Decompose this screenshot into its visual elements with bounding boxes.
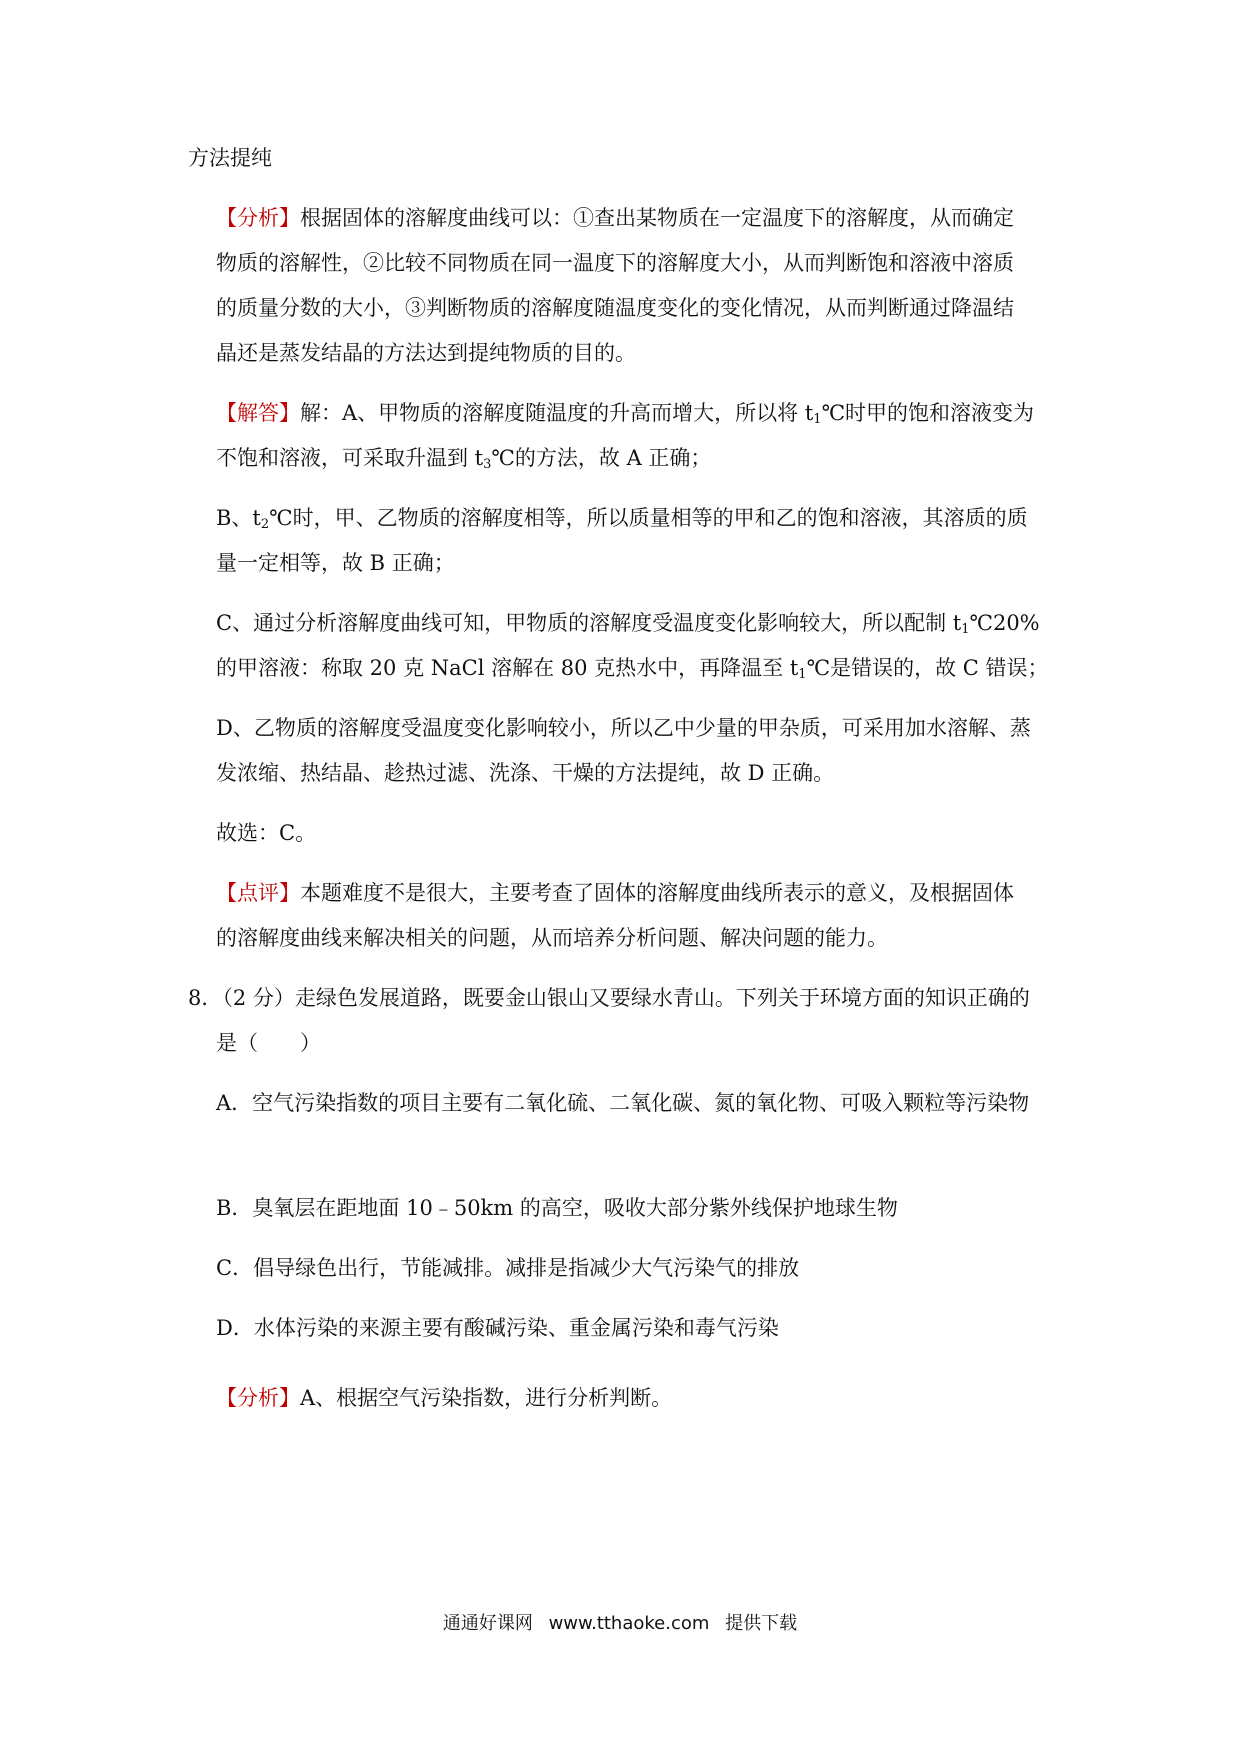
option-line xyxy=(216,1088,1056,1118)
text-segment: ℃时甲的饱和溶液变为 xyxy=(821,401,1035,425)
text-segment: 是（ ） xyxy=(216,1031,321,1055)
text-segment: ℃20% xyxy=(969,611,1040,635)
text-segment: 不饱和溶液，可采取升温到 t xyxy=(216,446,484,470)
text-line xyxy=(216,878,1056,908)
text-line xyxy=(216,713,1056,743)
option-line xyxy=(216,1253,1056,1283)
section-tag: 【分析】 xyxy=(216,1386,300,1410)
page-footer xyxy=(0,1610,1240,1638)
text-segment: 的质量分数的大小，③判断物质的溶解度随温度变化的变化情况，从而判断通过降温结 xyxy=(216,296,1014,320)
question-line xyxy=(216,1028,1056,1058)
text-line xyxy=(216,818,1056,848)
text-segment: 的甲溶液：称取 20 克 NaCl 溶解在 80 克热水中，再降温至 t xyxy=(216,656,799,680)
text-line xyxy=(188,143,1028,173)
text-segment: 量一定相等，故 B 正确； xyxy=(216,551,455,575)
footer-action: 提供下载 xyxy=(725,1613,798,1634)
text-segment: 发浓缩、热结晶、趁热过滤、洗涤、干燥的方法提纯，故 D 正确。 xyxy=(216,761,835,785)
text-line xyxy=(216,503,1056,533)
text-segment: 根据固体的溶解度曲线可以：①查出某物质在一定温度下的溶解度，从而确定 xyxy=(300,206,1014,230)
text-segment: 晶还是蒸发结晶的方法达到提纯物质的目的。 xyxy=(216,341,636,365)
option-line xyxy=(216,1313,1056,1343)
section-tag: 【解答】 xyxy=(216,401,300,425)
text-line xyxy=(216,248,1056,278)
text-segment: B．臭氧层在距地面 10﹣50km 的高空，吸收大部分紫外线保护地球生物 xyxy=(216,1196,898,1220)
text-segment: 解：A、甲物质的溶解度随温度的升高而增大，所以将 t xyxy=(300,401,814,425)
text-segment: ℃时，甲、乙物质的溶解度相等，所以质量相等的甲和乙的饱和溶液，其溶质的质 xyxy=(269,506,1028,530)
text-line xyxy=(216,443,1056,473)
text-segment: 8．（2 分）走绿色发展道路，既要金山银山又要绿水青山。下列关于环境方面的知识正确的 xyxy=(188,986,1030,1010)
text-line xyxy=(216,293,1056,323)
text-segment: A、根据空气污染指数，进行分析判断。 xyxy=(300,1386,673,1410)
text-segment: 的溶解度曲线来解决相关的问题，从而培养分析问题、解决问题的能力。 xyxy=(216,926,888,950)
subscript: 3 xyxy=(483,457,492,472)
subscript: 1 xyxy=(813,412,822,427)
text-line xyxy=(216,548,1056,578)
footer-url[interactable]: www.tthaoke.com xyxy=(548,1613,710,1634)
text-segment: 方法提纯 xyxy=(188,146,272,170)
text-segment: C、通过分析溶解度曲线可知，甲物质的溶解度受温度变化影响较大，所以配制 t xyxy=(216,611,962,635)
text-segment: 本题难度不是很大，主要考查了固体的溶解度曲线所表示的意义，及根据固体 xyxy=(300,881,1014,905)
text-segment: ℃是错误的，故 C 错误； xyxy=(806,656,1049,680)
text-segment: 故选：C。 xyxy=(216,821,317,845)
subscript: 1 xyxy=(961,622,970,637)
text-line xyxy=(216,608,1056,638)
text-segment: 物质的溶解性，②比较不同物质在同一温度下的溶解度大小，从而判断饱和溶液中溶质 xyxy=(216,251,1014,275)
option-line xyxy=(216,1193,1056,1223)
text-segment: B、t xyxy=(216,506,261,530)
text-segment: A．空气污染指数的项目主要有二氧化硫、二氧化碳、氮的氧化物、可吸入颗粒等污染物 xyxy=(216,1091,1030,1115)
text-line xyxy=(216,338,1056,368)
text-line xyxy=(216,923,1056,953)
text-line xyxy=(216,653,1056,683)
section-tag: 【点评】 xyxy=(216,881,300,905)
text-line xyxy=(216,203,1056,233)
subscript: 2 xyxy=(260,517,270,532)
text-segment: D、乙物质的溶解度受温度变化影响较小，所以乙中少量的甲杂质，可采用加水溶解、蒸 xyxy=(216,716,1031,740)
subscript: 1 xyxy=(798,667,807,682)
text-line xyxy=(216,398,1056,428)
text-segment: C．倡导绿色出行，节能减排。减排是指减少大气污染气的排放 xyxy=(216,1256,800,1280)
text-line xyxy=(216,1383,1056,1413)
section-tag: 【分析】 xyxy=(216,206,300,230)
text-line xyxy=(216,758,1056,788)
footer-site-name: 通通好课网 xyxy=(442,1613,533,1634)
text-segment: ℃的方法，故 A 正确； xyxy=(491,446,712,470)
text-segment: D．水体污染的来源主要有酸碱污染、重金属污染和毒气污染 xyxy=(216,1316,779,1340)
question-line xyxy=(188,983,1028,1013)
